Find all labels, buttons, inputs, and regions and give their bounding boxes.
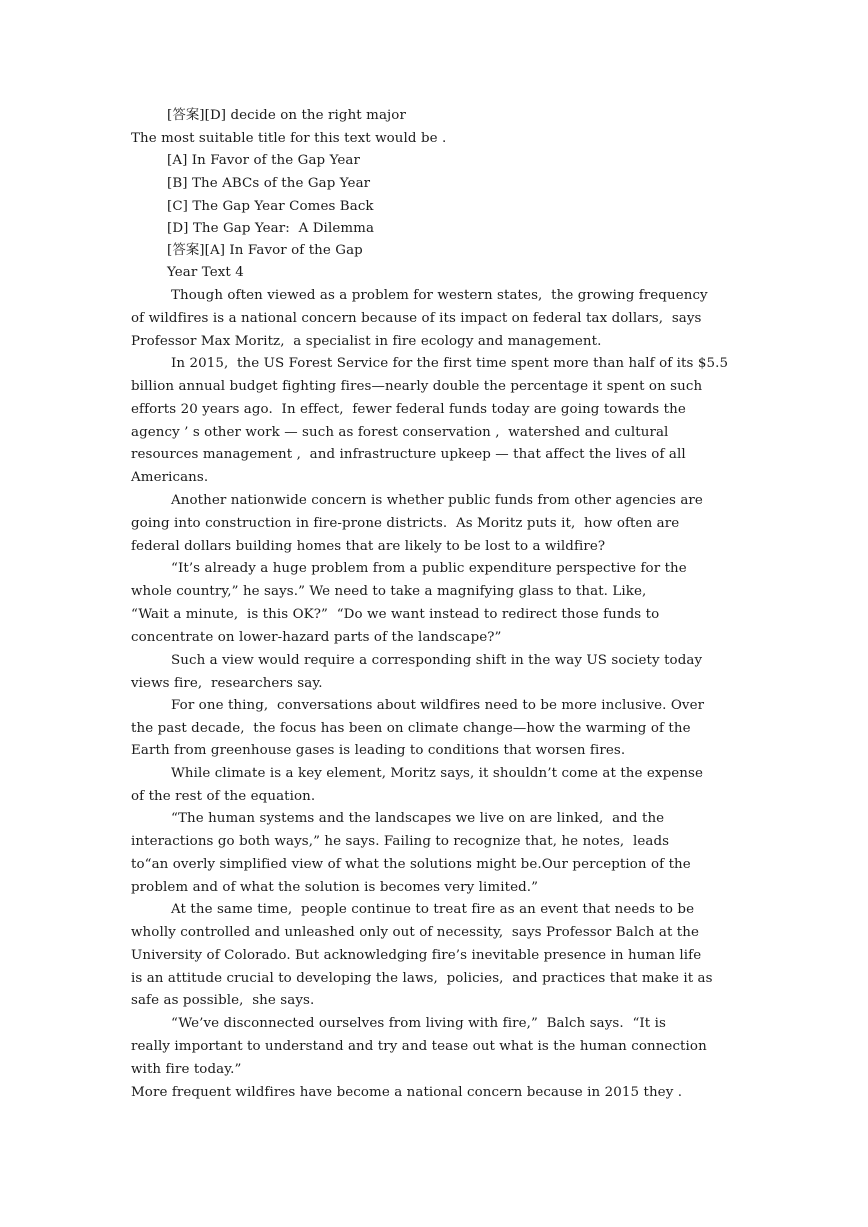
paragraph-line: Americans. (131, 470, 209, 485)
paragraph-line: going into construction in fire-prone districts. As Moritz puts it, how often are (131, 516, 680, 531)
paragraph-line: problem and of what the solution is becomes very limited.” (131, 880, 539, 895)
option-c: [C] The Gap Year Comes Back (167, 199, 374, 214)
option-b: [B] The ABCs of the Gap Year (167, 176, 371, 191)
paragraph-line: of wildfires is a national concern because of its impact on federal tax dollars, says (131, 311, 702, 326)
section-heading: Year Text 4 (167, 265, 244, 280)
paragraph-line: views fire, researchers say. (131, 676, 323, 691)
paragraph-line: federal dollars building homes that are likely to be lost to a wildfire? (131, 539, 606, 554)
paragraph-line: Earth from greenhouse gases is leading to conditions that worsen fires. (131, 743, 626, 758)
paragraph-line: with fire today.” (131, 1062, 242, 1077)
paragraph-line: really important to understand and try and tease out what is the human connection (131, 1039, 707, 1054)
paragraph-line: safe as possible, she says. (131, 993, 315, 1008)
question-line: More frequent wildfires have become a national concern because in 2015 they . (131, 1085, 683, 1100)
paragraph-line: of the rest of the equation. (131, 789, 316, 804)
paragraph-line: agency ’ s other work — such as forest conservation , watershed and cultural (131, 425, 669, 440)
paragraph-line: Professor Max Moritz, a specialist in fire ecology and management. (131, 334, 602, 349)
paragraph-line: concentrate on lower-hazard parts of the landscape?” (131, 630, 502, 645)
paragraph-line: wholly controlled and unleashed only out of necessity, says Professor Balch at the (131, 925, 700, 940)
paragraph-line: resources management , and infrastructure upkeep — that affect the lives of all (131, 447, 686, 462)
paragraph-line: While climate is a key element, Moritz says, it shouldn’t come at the expense (171, 766, 703, 781)
paragraph-line: Though often viewed as a problem for western states, the growing frequency (171, 288, 708, 303)
paragraph-line: “Wait a minute, is this OK?” “Do we want instead to redirect those funds to (131, 607, 660, 622)
question-line: The most suitable title for this text would be . (131, 131, 447, 146)
paragraph-line: Another nationwide concern is whether public funds from other agencies are (171, 493, 703, 508)
paragraph-line: At the same time, people continue to treat fire as an event that needs to be (171, 902, 695, 917)
paragraph-line: In 2015, the US Forest Service for the first time spent more than half of its $5.5 (171, 356, 729, 371)
paragraph-line: to“an overly simplified view of what the solutions might be.Our perception of the (131, 857, 691, 872)
paragraph-line: “The human systems and the landscapes we live on are linked, and the (171, 811, 665, 826)
paragraph-line: For one thing, conversations about wildfires need to be more inclusive. Over (171, 698, 705, 713)
paragraph-line: “We’ve disconnected ourselves from living with fire,” Balch says. “It is (171, 1016, 666, 1031)
paragraph-line: University of Colorado. But acknowledging fire’s inevitable presence in human life (131, 948, 702, 963)
paragraph-line: the past decade, the focus has been on climate change—how the warming of the (131, 721, 691, 736)
paragraph-line: whole country,” he says.” We need to take a magnifying glass to that. Like, (131, 584, 647, 599)
paragraph-line: interactions go both ways,” he says. Failing to recognize that, he notes, leads (131, 834, 670, 849)
paragraph-line: “It’s already a huge problem from a public expenditure perspective for the (171, 561, 687, 576)
paragraph-line: efforts 20 years ago. In effect, fewer federal funds today are going towards the (131, 402, 686, 417)
option-a: [A] In Favor of the Gap Year (167, 153, 360, 168)
option-d: [D] The Gap Year: A Dilemma (167, 221, 375, 236)
paragraph-line: Such a view would require a corresponding shift in the way US society today (171, 653, 703, 668)
paragraph-line: billion annual budget fighting fires—nearly double the percentage it spent on such (131, 379, 703, 394)
paragraph-line: is an attitude crucial to developing the laws, policies, and practices that make it as (131, 971, 713, 986)
answer-line: [答案][A] In Favor of the Gap (167, 243, 363, 258)
answer-line: [答案][D] decide on the right major (167, 108, 406, 123)
